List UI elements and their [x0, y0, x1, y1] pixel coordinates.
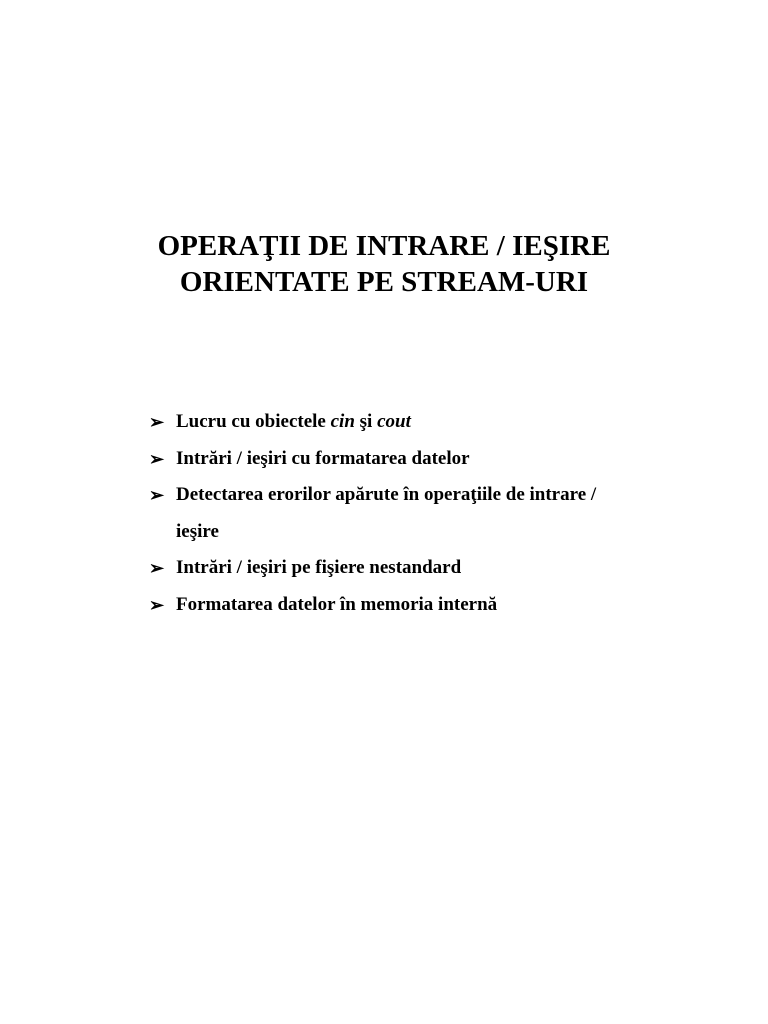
title-line-1: OPERAŢII DE INTRARE / IEŞIRE: [157, 230, 611, 262]
page-title: [0, 228, 768, 300]
list-item-text: Formatarea datelor în memoria internă: [176, 593, 498, 615]
list-item-text-prefix: Lucru cu obiectele: [176, 411, 331, 432]
arrow-bullet-icon: ➢: [149, 485, 165, 505]
list-item: [149, 441, 709, 478]
arrow-bullet-icon: ➢: [149, 558, 165, 578]
list-item: [149, 550, 709, 587]
title-line-2: ORIENTATE PE STREAM-URI: [179, 266, 589, 298]
list-item-text-middle: şi: [354, 411, 378, 432]
list-item-text-line-1: Detectarea erorilor apărute în operaţiile de intrare /: [176, 484, 597, 505]
topic-list: [149, 404, 709, 623]
list-item-emphasis-cout: cout: [377, 411, 411, 432]
list-item-text: Intrări / ieşiri cu formatarea datelor: [176, 447, 470, 469]
list-item-text-line-2: ieşire: [176, 520, 219, 542]
list-item-text: Intrări / ieşiri pe fişiere nestandard: [176, 557, 462, 578]
arrow-bullet-icon: ➢: [149, 448, 165, 469]
list-item-text: [176, 411, 411, 432]
arrow-bullet-icon: ➢: [149, 412, 165, 432]
list-item: [149, 477, 709, 550]
list-item-emphasis-cin: cin: [330, 411, 355, 432]
arrow-bullet-icon: ➢: [149, 594, 165, 615]
list-item: [149, 404, 709, 441]
list-item: [149, 587, 709, 624]
